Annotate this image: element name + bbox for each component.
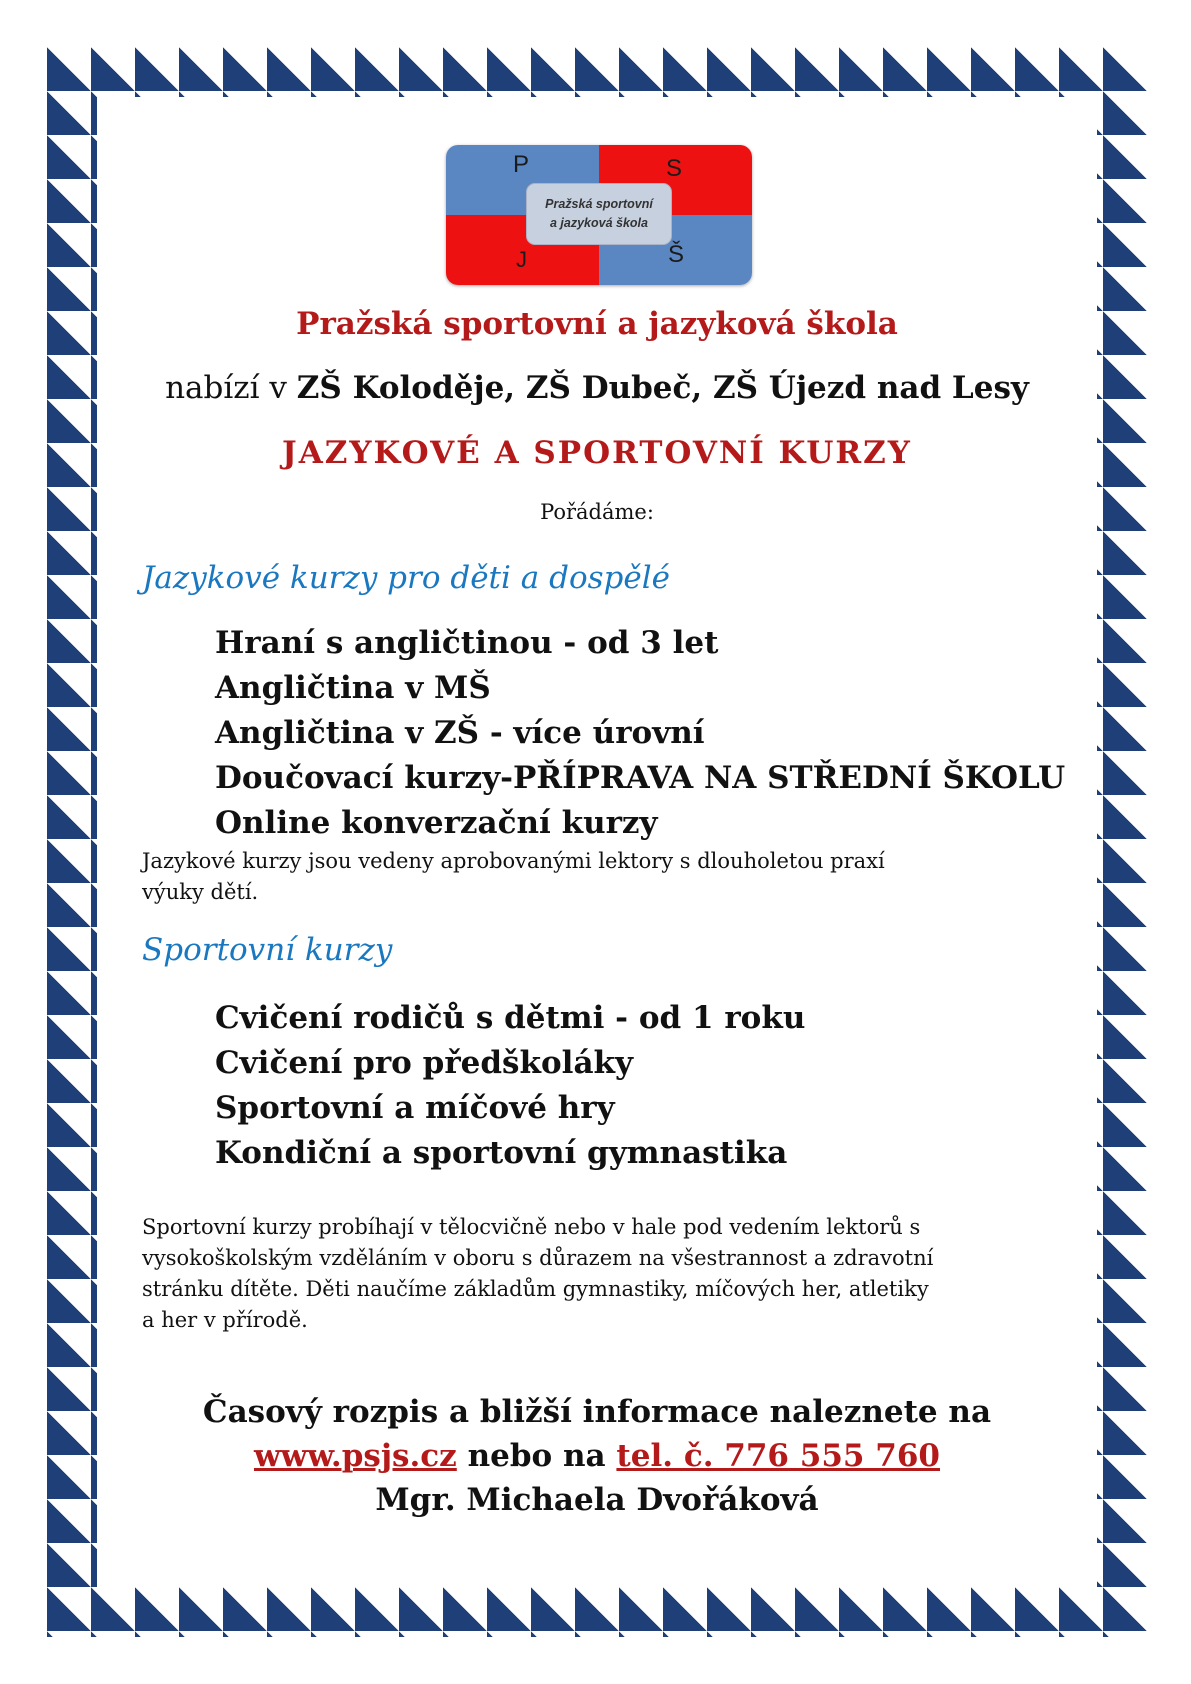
list-item: Hraní s angličtinou - od 3 let [215, 625, 719, 661]
sport-course-list [215, 996, 805, 1176]
language-section-title: Jazykové kurzy pro děti a dospělé [142, 560, 670, 596]
offer-prefix: nabízí v [165, 370, 297, 406]
offer-places: ZŠ Koloděje, ZŠ Dubeč, ZŠ Újezd nad Lesy [296, 370, 1029, 406]
sport-note-line: a her v přírodě. [142, 1308, 308, 1332]
logo-letter-s: S [666, 155, 683, 182]
language-course-list [215, 621, 1065, 846]
contact-person: Mgr. Michaela Dvořáková [375, 1482, 819, 1518]
school-logo [446, 145, 752, 285]
logo-center-line1: Pražská sportovní [545, 197, 653, 211]
intro-text: Pořádáme: [540, 500, 654, 524]
sport-note [142, 1212, 1072, 1336]
list-item: Doučovací kurzy-PŘÍPRAVA NA STŘEDNÍ ŠKOLU [215, 760, 1066, 796]
list-item: Cvičení pro předškoláky [215, 1045, 634, 1081]
footer-links-line [97, 1434, 1097, 1478]
headline: JAZYKOVÉ A SPORTOVNÍ KURZY [282, 435, 912, 471]
logo-letter-sh: Š [668, 241, 685, 268]
phone-link[interactable]: tel. č. 776 555 760 [616, 1438, 940, 1474]
list-item: Angličtina v MŠ [215, 670, 491, 706]
logo-letter-j: J [516, 247, 527, 272]
list-item: Angličtina v ZŠ - více úrovní [215, 715, 705, 751]
sport-note-line: stránku dítěte. Děti naučíme základům gymnastiky, míčových her, atletiky [142, 1277, 929, 1301]
footer-middle-text: nebo na [456, 1438, 617, 1474]
list-item: Cvičení rodičů s dětmi - od 1 roku [215, 1000, 806, 1036]
school-name: Pražská sportovní a jazyková škola [296, 306, 898, 342]
sport-note-line: vysokoškolským vzděláním v oboru s důrazem na všestrannost a zdravotní [142, 1246, 934, 1270]
footer-info-line: Časový rozpis a bližší informace naleznete na [202, 1394, 992, 1430]
language-note-line: výuky dětí. [142, 880, 259, 904]
language-note [142, 846, 1072, 908]
list-item: Online konverzační kurzy [215, 805, 658, 841]
logo-center-line2: a jazyková škola [550, 216, 648, 230]
list-item: Kondiční a sportovní gymnastika [215, 1135, 788, 1171]
logo-letter-p: P [513, 151, 530, 178]
language-note-line: Jazykové kurzy jsou vedeny aprobovanými lektory s dlouholetou praxí [142, 849, 885, 873]
offer-line [97, 370, 1097, 406]
sport-section-title: Sportovní kurzy [142, 932, 393, 968]
logo-center-label [526, 183, 672, 245]
website-link[interactable]: www.psjs.cz [253, 1438, 457, 1474]
sport-note-line: Sportovní kurzy probíhají v tělocvičně nebo v hale pod vedením lektorů s [142, 1215, 921, 1239]
list-item: Sportovní a míčové hry [215, 1090, 615, 1126]
contact-footer [97, 1390, 1097, 1522]
